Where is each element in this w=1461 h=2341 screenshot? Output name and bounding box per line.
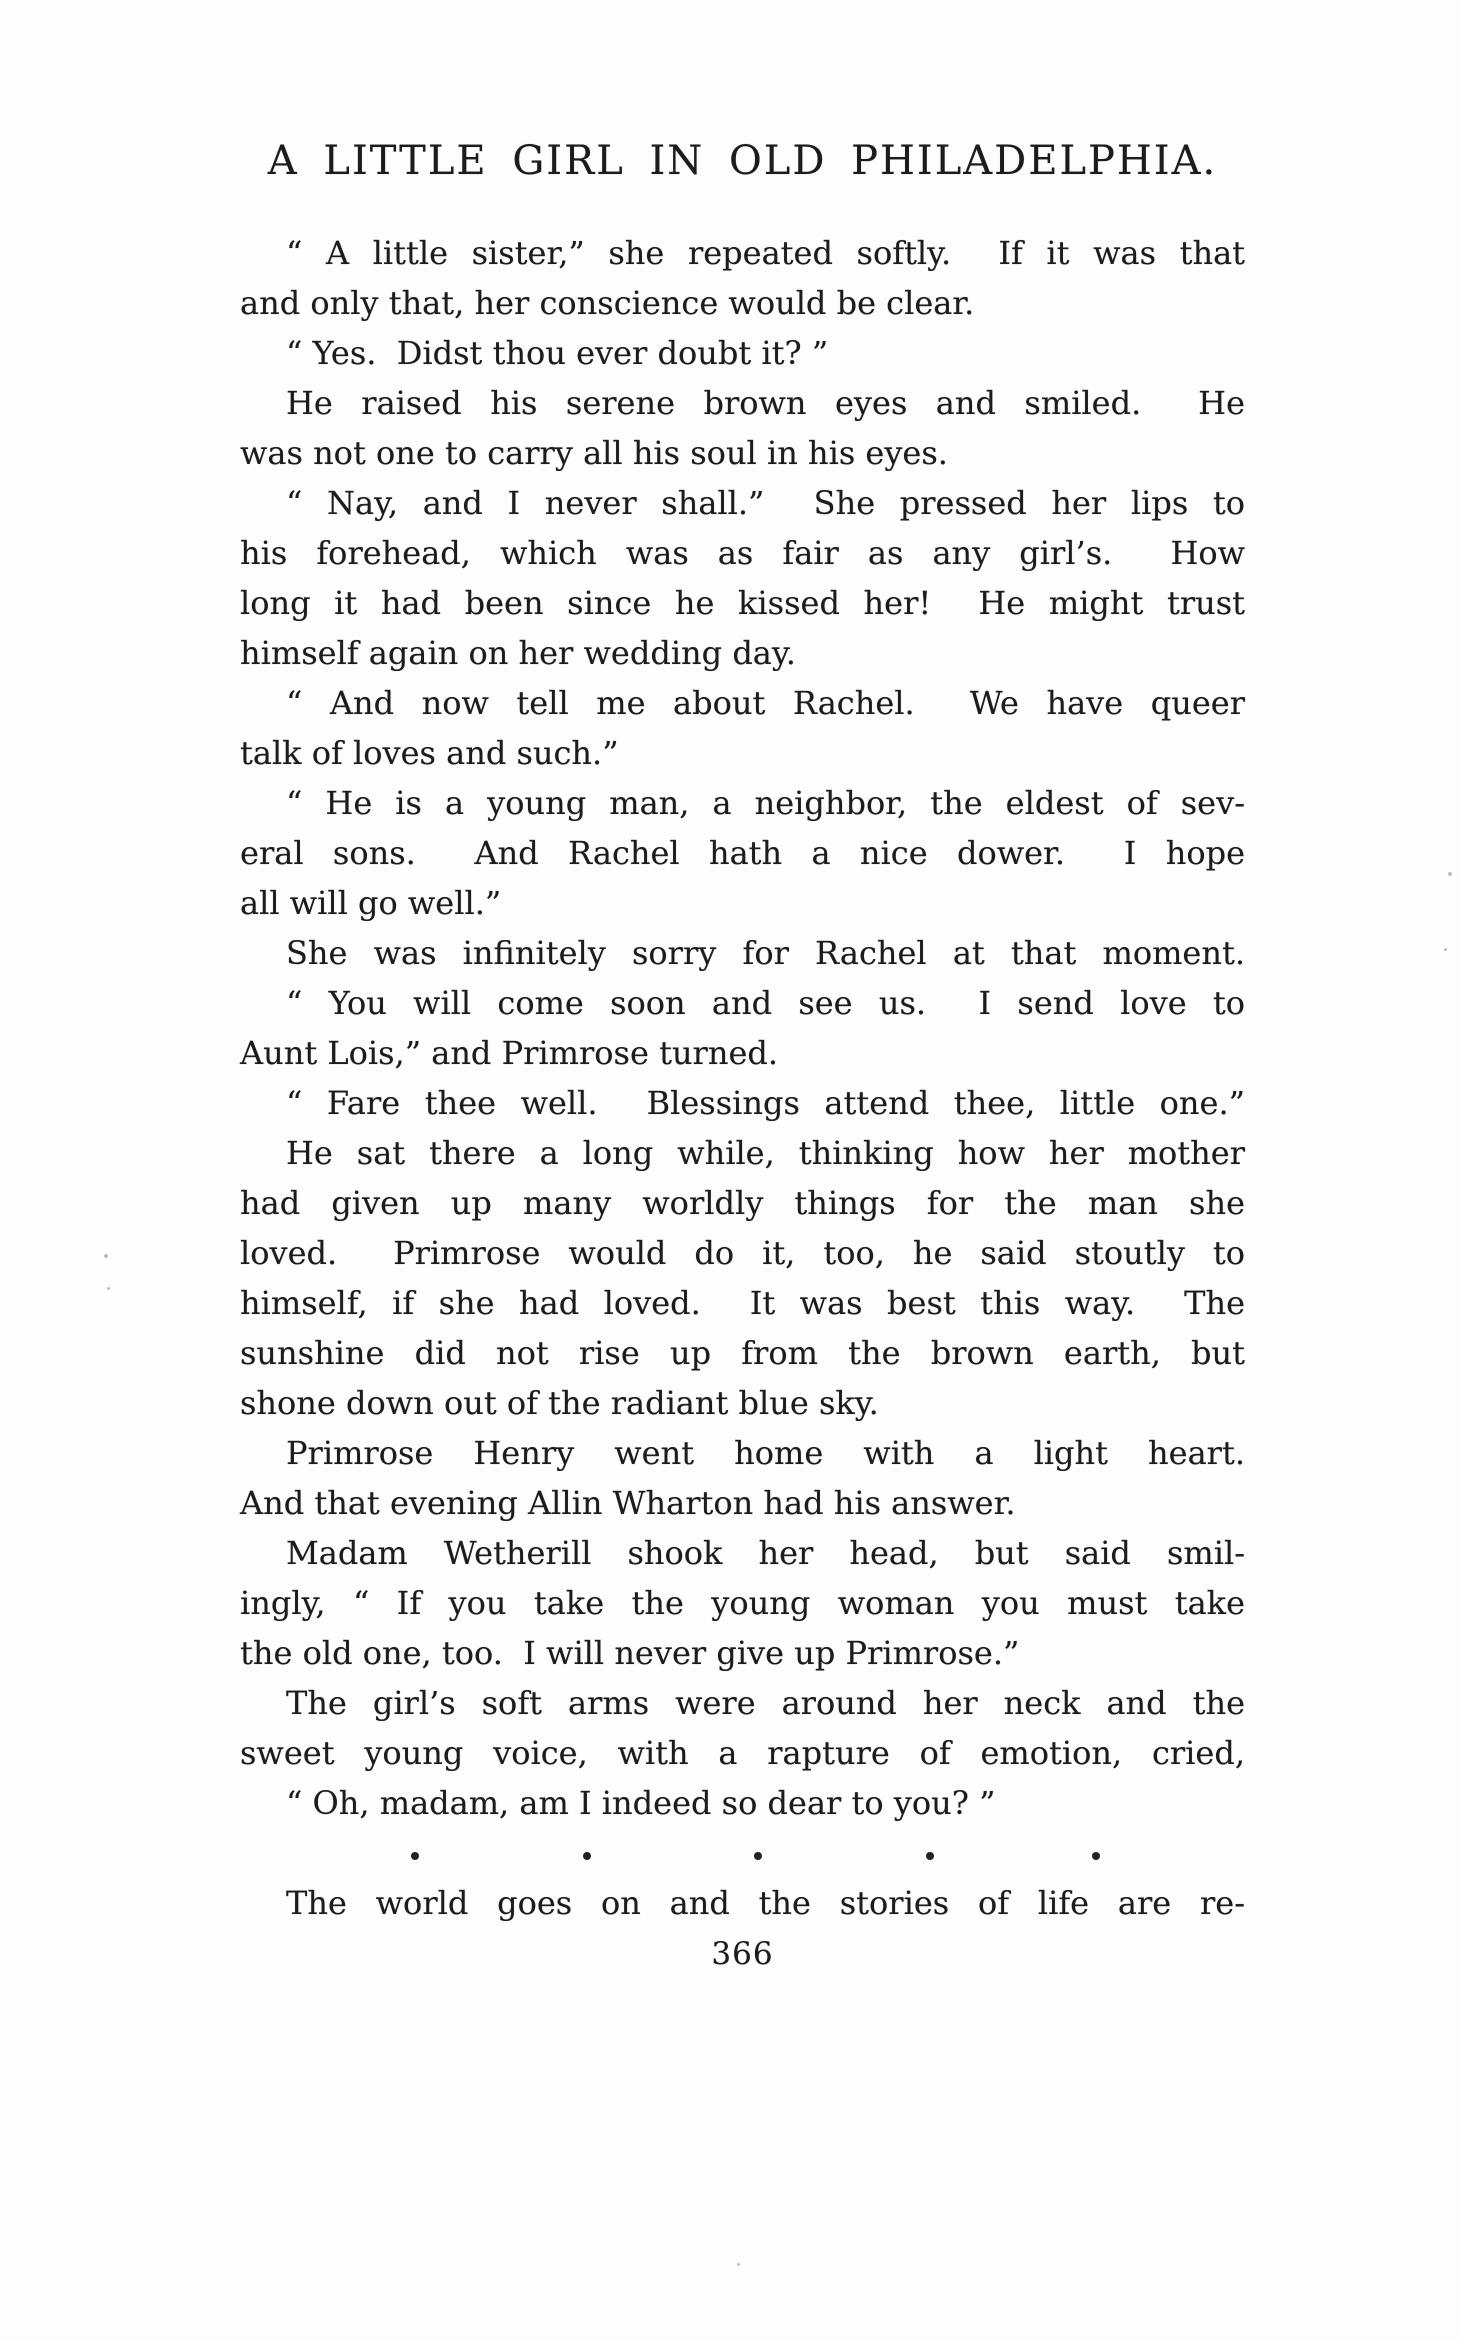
break-dot [754, 1852, 762, 1860]
scan-speck [107, 1287, 110, 1290]
text-line: was not one to carry all his soul in his eyes. [240, 434, 948, 472]
text-line: the old one, too. I will never give up Primrose.” [240, 1634, 1020, 1672]
text-line: long it had been since he kissed her! He might trust [240, 584, 1245, 622]
break-dot [583, 1852, 591, 1860]
running-header: A LITTLE GIRL IN OLD PHILADELPHIA. [267, 138, 1218, 184]
text-line: himself again on her wedding day. [240, 634, 796, 672]
page-number: 366 [711, 1936, 774, 1972]
text-line: The world goes on and the stories of life are re- [286, 1884, 1245, 1922]
text-line: She was infinitely sorry for Rachel at that moment. [286, 934, 1245, 972]
break-dot [1092, 1852, 1100, 1860]
text-line: sunshine did not rise up from the brown earth, but [240, 1334, 1245, 1372]
scan-speck [1444, 948, 1447, 951]
text-line: “ Oh, madam, am I indeed so dear to you? ” [286, 1784, 996, 1822]
text-line: eral sons. And Rachel hath a nice dower. I hope [240, 834, 1245, 872]
text-line: “ Nay, and I never shall.” She pressed her lips to [286, 484, 1245, 522]
text-line: “ A little sister,” she repeated softly. If it was that [286, 234, 1245, 272]
text-line: “ Fare thee well. Blessings attend thee, little one.” [286, 1084, 1245, 1122]
text-line: “ He is a young man, a neighbor, the eldest of sev- [286, 784, 1245, 822]
body-text [240, 228, 1245, 1928]
scan-speck [1448, 872, 1452, 876]
text-line: had given up many worldly things for the man she [240, 1184, 1245, 1222]
text-line: And that evening Allin Wharton had his answer. [240, 1484, 1016, 1522]
text-line: ingly, “ If you take the young woman you must take [240, 1584, 1245, 1622]
break-dot [926, 1852, 934, 1860]
text-line: loved. Primrose would do it, too, he said stoutly to [240, 1234, 1245, 1272]
text-line: “ And now tell me about Rachel. We have queer [286, 684, 1245, 722]
text-line: sweet young voice, with a rapture of emotion, cried, [240, 1734, 1245, 1772]
text-line: talk of loves and such.” [240, 734, 619, 772]
text-line: “ Yes. Didst thou ever doubt it? ” [286, 334, 829, 372]
text-line: “ You will come soon and see us. I send love to [286, 984, 1245, 1022]
text-line: himself, if she had loved. It was best this way. The [240, 1284, 1245, 1322]
section-break-dots [240, 1828, 1245, 1878]
text-line: Aunt Lois,” and Primrose turned. [240, 1034, 779, 1072]
text-line: He raised his serene brown eyes and smiled. He [286, 384, 1245, 422]
scan-speck [104, 1254, 108, 1258]
break-dot [411, 1852, 419, 1860]
scan-speck [737, 2263, 740, 2266]
text-line: shone down out of the radiant blue sky. [240, 1384, 879, 1422]
text-line: his forehead, which was as fair as any girl’s. How [240, 534, 1245, 572]
text-line: Madam Wetherill shook her head, but said smil- [286, 1534, 1245, 1572]
text-line: He sat there a long while, thinking how her mother [286, 1134, 1245, 1172]
text-line: The girl’s soft arms were around her neck and the [286, 1684, 1245, 1722]
text-line: Primrose Henry went home with a light heart. [286, 1434, 1245, 1472]
text-line: and only that, her conscience would be clear. [240, 284, 975, 322]
text-line: all will go well.” [240, 884, 502, 922]
